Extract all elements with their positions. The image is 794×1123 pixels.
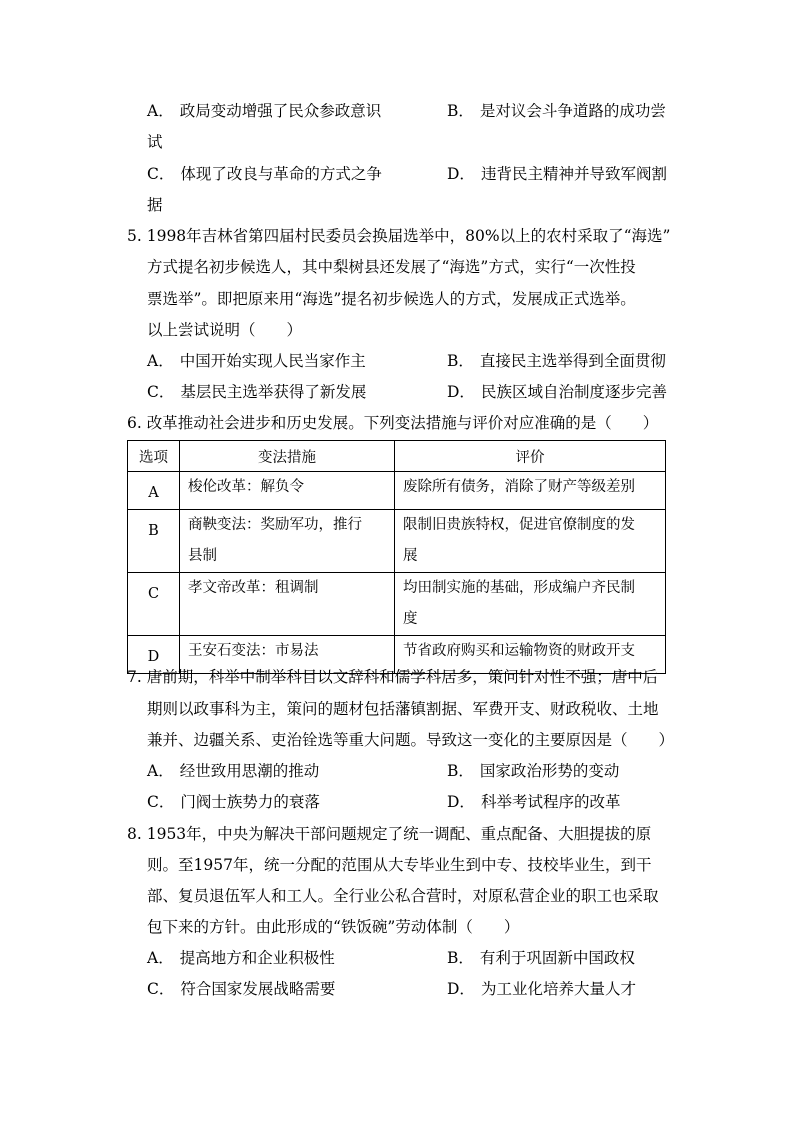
table-row (128, 573, 666, 636)
cell-line: 王安石变法：市易法 (188, 643, 319, 659)
q4-option-a-text: 政局变动增强了民众参政意识 (179, 102, 382, 120)
q7-stem-line: 7. 唐前期，科举中制举科目以文辞科和儒学科居多，策问针对性不强；唐中后 (127, 668, 659, 686)
cell-line: 孝文帝改革：租调制 (188, 580, 319, 596)
cell-line: 梭伦改革：解负令 (188, 479, 304, 495)
table-cell-measure (180, 510, 395, 573)
q8-option-a-label: A． (147, 949, 174, 967)
q5-option-d-text: 民族区域自治制度逐步完善 (480, 383, 667, 401)
cell-line: 展 (403, 548, 418, 564)
q5-option-a-label: A． (147, 352, 174, 370)
q4-option-d-text: 违背民主精神并导致军阀割 (480, 165, 667, 183)
q5-option-d-label: D． (447, 383, 475, 401)
table-header-option: 选项 (128, 441, 180, 472)
q7-option-d (447, 792, 620, 812)
q5-stem-line: 票选举”。即把原来用“海选”提名初步候选人的方式，发展成正式选举。 (147, 290, 636, 308)
q5-option-b-label: B． (447, 352, 474, 370)
cell-line: 商鞅变法：奖励军功，推行 (188, 517, 362, 533)
q8-stem-line: 则。至1957年，统一分配的范围从大专毕业生到中专、技校毕业生，到干 (147, 856, 652, 874)
q4-option-d (447, 164, 667, 184)
table-row (128, 510, 666, 573)
table-header-evaluation: 评价 (395, 441, 666, 472)
table-cell-option: A (128, 472, 180, 510)
q5-stem-line: 方式提名初步候选人，其中梨树县还发展了“海选”方式，实行“一次性投 (147, 258, 636, 276)
q8-option-a-text: 提高地方和企业积极性 (179, 949, 335, 967)
q7-option-a (147, 761, 319, 781)
q6-reform-table (127, 440, 666, 674)
q8-option-d-text: 为工业化培养大量人才 (480, 980, 636, 998)
q4-option-b-continuation: 试 (147, 133, 163, 151)
q8-option-a (147, 948, 335, 968)
q4-option-d-label: D． (447, 165, 475, 183)
q4-option-c-label: C． (147, 165, 175, 183)
q8-stem-line: 包下来的方针。由此形成的“铁饭碗”劳动体制（ ） (147, 918, 520, 936)
q4-option-a (147, 101, 381, 121)
cell-line: 度 (403, 611, 418, 627)
q7-option-a-label: A． (147, 762, 174, 780)
q6-stem: 6. 改革推动社会进步和历史发展。下列变法措施与评价对应准确的是（ ） (127, 414, 659, 432)
table-cell-evaluation (395, 573, 666, 636)
q7-option-b (447, 761, 619, 781)
table-header-row (128, 441, 666, 472)
table-cell-option: C (128, 573, 180, 636)
q4-option-c-text: 体现了改良与革命的方式之争 (180, 165, 382, 183)
cell-line: 均田制实施的基础，形成编户齐民制 (403, 580, 635, 596)
table-header-measure: 变法措施 (180, 441, 395, 472)
q5-option-b-text: 直接民主选举得到全面贯彻 (479, 352, 666, 370)
q5-option-a-text: 中国开始实现人民当家作主 (179, 352, 366, 370)
table-cell-evaluation (395, 472, 666, 510)
table-cell-evaluation (395, 510, 666, 573)
q5-option-c-text: 基层民主选举获得了新发展 (180, 383, 367, 401)
q4-option-b (447, 101, 666, 121)
cell-line: 节省政府购买和运输物资的财政开支 (403, 643, 635, 659)
q7-option-d-label: D． (447, 793, 475, 811)
q5-stem-line: 5. 1998年吉林省第四届村民委员会换届选举中，80%以上的农村采取了“海选” (127, 227, 671, 245)
q8-option-c-text: 符合国家发展战略需要 (180, 980, 336, 998)
q8-option-b-label: B． (447, 949, 474, 967)
q5-option-b (447, 351, 666, 371)
table-cell-option: B (128, 510, 180, 573)
q7-option-c-label: C． (147, 793, 175, 811)
cell-line: 县制 (188, 548, 217, 564)
q8-option-d-label: D． (447, 980, 475, 998)
q7-option-c (147, 792, 320, 812)
table-cell-measure (180, 573, 395, 636)
q5-stem-line: 以上尝试说明（ ） (147, 321, 303, 339)
q8-option-b (447, 948, 635, 968)
q7-stem-line: 兼并、边疆关系、吏治铨选等重大问题。导致这一变化的主要原因是（ ） (147, 731, 675, 749)
table-cell-option: D (128, 636, 180, 674)
q4-option-c (147, 164, 382, 184)
q5-option-d (447, 382, 667, 402)
q4-option-b-text: 是对议会斗争道路的成功尝 (479, 102, 666, 120)
q5-option-c-label: C． (147, 383, 175, 401)
cell-line: 限制旧贵族特权，促进官僚制度的发 (403, 517, 635, 533)
q7-option-c-text: 门阀士族势力的衰落 (180, 793, 320, 811)
q5-option-a (147, 351, 366, 371)
q4-option-b-label: B． (447, 102, 474, 120)
q4-option-d-continuation: 据 (147, 196, 163, 214)
q7-option-b-text: 国家政治形势的变动 (479, 762, 620, 780)
q7-option-a-text: 经世致用思潮的推动 (179, 762, 320, 780)
q8-option-c-label: C． (147, 980, 175, 998)
q8-stem-line: 8. 1953年，中央为解决干部问题规定了统一调配、重点配备、大胆提拔的原 (127, 825, 652, 843)
table-cell-measure (180, 472, 395, 510)
q8-option-d (447, 979, 636, 999)
q4-option-a-label: A． (147, 102, 174, 120)
cell-line: 废除所有债务，消除了财产等级差别 (403, 479, 635, 495)
q5-option-c (147, 382, 366, 402)
q7-stem-line: 期则以政事科为主，策问的题材包括藩镇割据、军费开支、财政税收、土地 (147, 700, 659, 718)
q7-option-d-text: 科举考试程序的改革 (480, 793, 621, 811)
q8-option-b-text: 有利于巩固新中国政权 (479, 949, 635, 967)
q8-option-c (147, 979, 335, 999)
q7-option-b-label: B． (447, 762, 474, 780)
table-row (128, 472, 666, 510)
q8-stem-line: 部、复员退伍军人和工人。全行业公私合营时，对原私营企业的职工也采取 (147, 887, 659, 905)
